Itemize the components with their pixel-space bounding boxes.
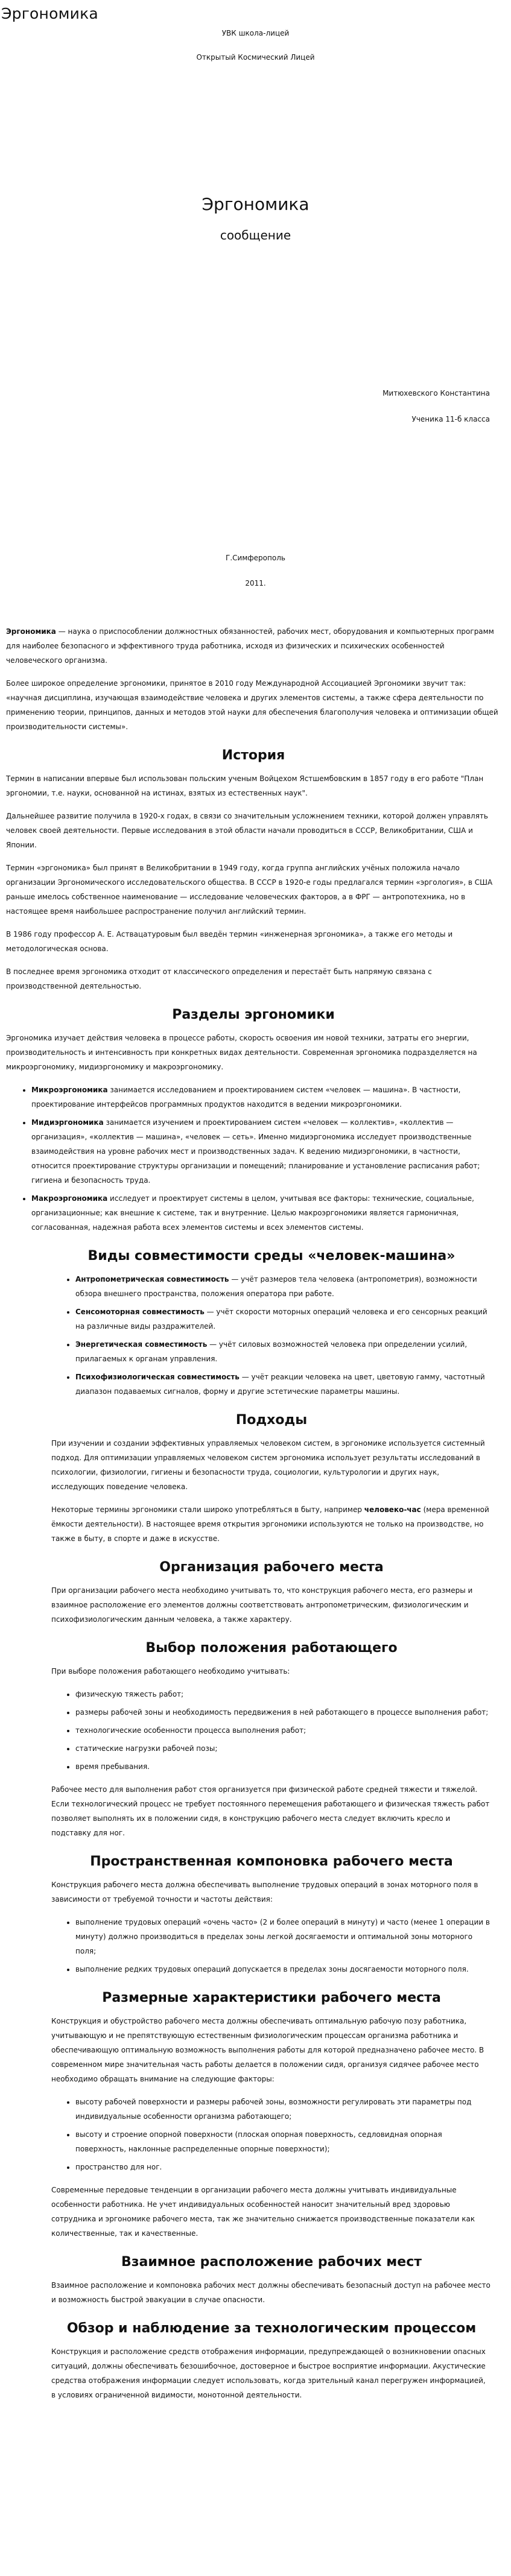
spatial-intro: Конструкция рабочего места должна обеспечивать выполнение трудовых операций в зонах моторного поля в зависимости от требуемой точности и частоты действия: — [51, 1881, 478, 1904]
list-item: • выполнение редких трудовых операций допускается в пределах зоны досягаемости моторного поля. — [75, 1962, 492, 1976]
year: 2011. — [245, 579, 266, 587]
workplace-heading: Организация рабочего места — [159, 1560, 384, 1575]
approaches-heading: Подходы — [235, 1413, 308, 1428]
history-paragraph: Дальнейшее развитие получила в 1920-х годах, в связи со значительным усложнением техники, которой должен управлять человек своей деятельности. Первые исследования в этой области начали проводиться в СССР, Великобритании, США и Японии. — [6, 812, 488, 849]
workplace-paragraph: При организации рабочего места необходимо учитывать то, что конструкция рабочего места, его размеры и взаимное расположение его элементов должны соответствовать антропометрическим, физиологическим и психофизиологическим данным человека, а также характеру. — [51, 1586, 473, 1624]
size-paragraph: Современные передовые тенденции в организации рабочего места должны учитывать индивидуальные особенности работника. Не учет индивидуальных особенностей наносит значительный вред здоровью сотрудника и эргономике рабочего места, так же значительно снижается производственные показатели как количественные, так и качественные. — [51, 2186, 475, 2238]
history-paragraph: Термин «эргономика» был принят в Великобритании в 1949 году, когда группа английских учёных положила начало организации Эргономического исследовательского общества. В СССР в 1920-е годы предлагался термин «эргология», в США раньше имелось собственное наименование — исследование человеческих факторов, а в ФРГ — антропотехника, но в настоящее время наибольшее распространение получил английский термин. — [6, 864, 493, 916]
list-item: • выполнение трудовых операций «очень часто» (2 и более операций в минуту) и часто (менее 1 операции в минуту) должно производиться в пределах зоны легкой досягаемости и оптимальной зоны моторного поля; — [75, 1915, 492, 1958]
branches-intro: Эргономика изучает действия человека в процессе работы, скорость освоения им новой техники, затраты его энергии, производительность и интенсивность при конкретных видах деятельности. Современная эргономика подразделяется на микроэргономику, мидиэргономику и макроэргономику. — [6, 1034, 477, 1071]
size-heading: Размерные характеристики рабочего места — [102, 1990, 441, 2005]
document-body — [6, 624, 501, 2411]
school-subtitle: Открытый Космический Лицей — [196, 53, 315, 62]
overview-heading: Обзор и наблюдение за технологическим процессом — [66, 2321, 477, 2336]
list-item: • Психофизиологическая совместимость — учёт реакции человека на цвет, цветовую гамму, частотный диапазон подаваемых сигналов, форму и другие эстетические параметры машины. — [75, 1370, 492, 1399]
list-item: • Мидиэргономика занимается изучением и проектированием систем «человек — коллектив», «коллектив — организация», «коллектив — машина», «человек — сеть». Именно мидиэргономика исследует производственные взаимодействия на уровне рабочих мест и производственных задач. К ведению мидиэргономики, в частности, относится проектирование структуры организации и помещений; планирование и установление расписания работ; гигиена и безопасность труда. — [31, 1115, 501, 1188]
compatibility-heading: Виды совместимости среды «человек-машина» — [87, 1248, 455, 1264]
term-ergonomics: Эргономика — [6, 627, 56, 636]
list-item: • время пребывания. — [75, 1759, 492, 1774]
list-item: • высоту рабочей поверхности и размеры рабочей зоны, возможности регулировать эти параметры под индивидуальные особенности организма работающего; — [75, 2095, 492, 2124]
compatibility-list — [51, 1272, 492, 1399]
history-paragraph: В 1986 году профессор А. Е. Аствацатуровым был введён термин «инженерная эргономика», а также его методы и методологическая основа. — [6, 930, 453, 953]
list-item: • Антропометрическая совместимость — учёт размеров тела человека (антропометрия), возможности обзора внешнего пространства, положения оператора при работе. — [75, 1272, 492, 1301]
approaches-paragraph: Некоторые термины эргономики стали широко употребляться в быту, например человеко-час (мера временной ёмкости деятельности). В настоящее время открытия эргономики используются не только на производстве, но также в быту, в спорте и даже в искусстве. — [51, 1505, 489, 1543]
city: Г.Симферополь — [226, 554, 285, 562]
history-paragraph: В последнее время эргономика отходит от классического определения и перестаёт быть напрямую связана с производственной деятельностью. — [6, 967, 432, 990]
compatibility-section — [51, 1248, 492, 2402]
history-paragraph: Термин в написании впервые был использован польским ученым Войцехом Ястшембовским в 1857 году в его работе "План эргономии, т.е. науки, основанной на истинах, взятых из естественных наук". — [6, 774, 484, 797]
mutual-heading: Взаимное расположение рабочих мест — [121, 2255, 422, 2270]
intro-paragraph: Эргономика — наука о приспособлении должностных обязанностей, рабочих мест, оборудования и компьютерных программ для наиболее безопасного и эффективного труда работника, исходя из физических и психических особенностей человеческого организма. — [6, 627, 494, 665]
list-item: • Микроэргономика занимается исследованием и проектированием систем «человек — машина». В частности, проектирование интерфейсов программных продуктов находится в ведении микроэргономики. — [31, 1083, 501, 1112]
author-name: Митюхевского Константина — [382, 389, 490, 397]
branches-list — [6, 1083, 501, 1235]
posture-intro: При выборе положения работающего необходимо учитывать: — [51, 1667, 290, 1676]
approaches-paragraph: При изучении и создании эффективных управляемых человеком систем, в эргономике используется системный подход. Для оптимизации управляемых человеком систем эргономика использует результаты исследований в психологии, физиологии, гигиены и безопасности труда, социологии, культурологии и других наук, исследующих поведение человека. — [51, 1439, 485, 1491]
list-item: • Сенсомоторная совместимость — учёт скорости моторных операций человека и его сенсорных реакций на различные виды раздражителей. — [75, 1305, 492, 1334]
author-grade: Ученика 11-б класса — [411, 415, 490, 423]
school-name: УВК школа-лицей — [221, 29, 290, 37]
document-tab-title: Эргономика — [1, 5, 98, 22]
list-item: • технологические особенности процесса выполнения работ; — [75, 1723, 492, 1738]
spatial-list — [51, 1915, 492, 1976]
list-item: • физическую тяжесть работ; — [75, 1687, 492, 1701]
page-subtitle: сообщение — [220, 228, 291, 242]
size-list — [51, 2095, 492, 2174]
list-item: • высоту и строение опорной поверхности (плоская опорная поверхность, седловидная опорная поверхность, наклонные распределенные опорные поверхности); — [75, 2127, 492, 2156]
overview-paragraph: Конструкция и расположение средств отображения информации, предупреждающей о возникновении опасных ситуаций, должны обеспечивать безошибочное, достоверное и быстрое восприятие информации. Акустические средства отображения информации следует использовать, когда зрительный канал перегружен информацией, в условиях ограниченной видимости, монотонной деятельности. — [51, 2347, 486, 2399]
list-item: • статические нагрузки рабочей позы; — [75, 1741, 492, 1756]
mutual-paragraph: Взаимное расположение и компоновка рабочих мест должны обеспечивать безопасный доступ на рабочее место и возможность быстрой эвакуации в случае опасности. — [51, 2281, 490, 2304]
posture-heading: Выбор положения работающего — [145, 1641, 398, 1656]
branches-heading: Разделы эргономики — [172, 1007, 335, 1022]
size-paragraph: Конструкция и обустройство рабочего места должны обеспечивать оптимальную рабочую позу работника, учитывающую и не препятствующую естественным физиологическим процессам организма работника и обеспечивающую оптимальную возможность выполнения работы для которой предназначено рабочее место. В современном мире значительная часть работы делается в положении сидя, организуя сидячее рабочее место необходимо обращать внимание на следующие факторы: — [51, 2017, 484, 2083]
definition-paragraph: Более широкое определение эргономики, принятое в 2010 году Международной Ассоциацией Эргономики звучит так: «научная дисциплина, изучающая взаимодействие человека и других элементов системы, а также сфера деятельности по применению теории, принципов, данных и методов этой науки для обеспечения благополучия человека и оптимизации общей производительности системы». — [6, 679, 498, 731]
history-heading: История — [221, 748, 285, 763]
list-item: • пространство для ног. — [75, 2160, 492, 2174]
list-item: • Энергетическая совместимость — учёт силовых возможностей человека при определении усилий, прилагаемых к органам управления. — [75, 1337, 492, 1366]
page-title: Эргономика — [202, 194, 309, 214]
list-item: • Макроэргономика исследует и проектирует системы в целом, учитывая все факторы: технические, социальные, организационные; как внешние к системе, так и внутренние. Целью макроэргономики является гармоничная, согласованная, надежная работа всех элементов системы и всех элементов системы. — [31, 1191, 501, 1235]
posture-paragraph: Рабочее место для выполнения работ стоя организуется при физической работе средней тяжести и тяжелой. Если технологический процесс не требует постоянного перемещения работающего и физическая тяжесть работ позволяет выполнять их в положении сидя, в конструкцию рабочего места следует включить кресло и подставку для ног. — [51, 1785, 490, 1837]
list-item: • размеры рабочей зоны и необходимость передвижения в ней работающего в процессе выполнения работ; — [75, 1705, 492, 1720]
posture-list — [51, 1687, 492, 1774]
spatial-heading: Пространственная компоновка рабочего места — [90, 1854, 453, 1869]
